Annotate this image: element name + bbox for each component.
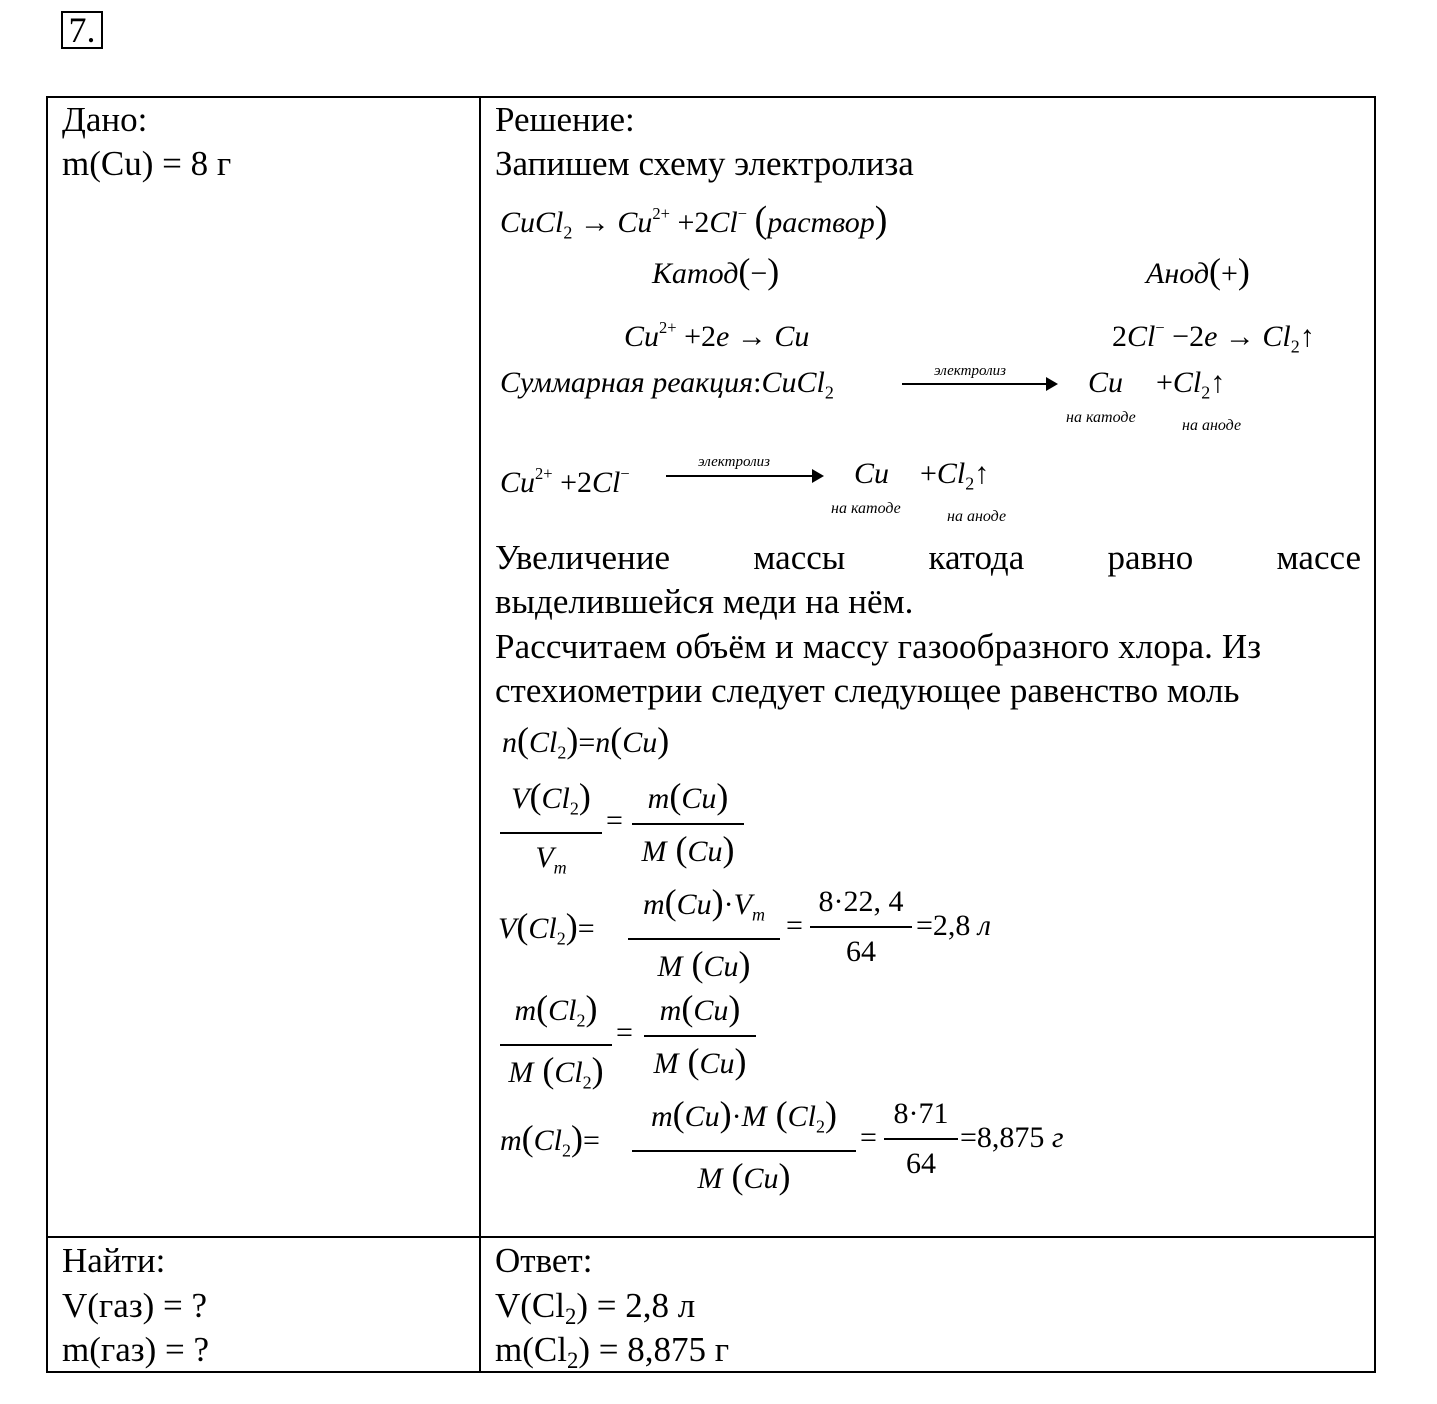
eq4-left-fraction: $m(Cl_2)$ M $(Cl_2)$ [500,988,612,1103]
anode-label: Анод(+) [1146,251,1250,291]
eq3-lhs: $V(Cl_2)=$ [498,906,595,949]
eq5-fraction-numbers: 8·71 64 [884,1094,958,1184]
eq5-result: =8,875 г [960,1121,1064,1154]
eq2-equals: = [606,804,623,837]
answer-mass-cl2: m(Cl2) = 8,875 г [495,1330,730,1373]
paragraph2-line2: стехиометрии следует следующее равенство моль [495,671,1240,710]
answer-volume-cl2: V(Cl2) = 2,8 л [495,1286,696,1329]
find-volume-gas: V(газ) = ? [62,1286,208,1325]
find-header: Найти: [62,1241,166,1280]
eq3-result: =2,8 л [916,909,992,942]
solution-header: Решение: [495,100,635,139]
problem-number: 7. [61,11,103,49]
table-border-top [46,96,1376,98]
eq3-fraction-formula: $m(Cu)\cdot V_m$ M (Cu) [628,882,780,987]
cathode-label: Катод(−) [652,251,780,291]
eq4-right-fraction: m(Cu) M (Cu) [644,988,756,1084]
eq2-left-fraction: $V(Cl_2)$ $V_m$ [500,776,602,888]
ionic-product-cu: Cu [854,457,890,490]
ionic-arrow-label: электролиз [698,454,770,470]
dissociation-equation: CuCl$_2$ → $Cu^{2+} +2Cl^-$ (раствор) [500,199,888,243]
eq2-right-fraction: m(Cu) M (Cu) [632,776,744,872]
summary-product-cu: Cu [1088,366,1124,399]
summary-arrow [902,383,1056,385]
anode-reaction: $2Cl^- -2e \to Cl_2↑$ [1112,318,1315,357]
table-column-divider [479,96,481,1373]
paragraph1-line2: выделившейся меди на нём. [495,582,914,621]
summary-anode-label: на аноде [1182,417,1242,434]
ionic-cathode-label: на катоде [831,500,901,517]
summary-cathode-label: на катоде [1066,409,1136,426]
ionic-product-cl2: $+Cl_2↑$ [920,457,990,494]
given-header: Дано: [62,100,148,139]
eq5-equals-2: = [860,1121,877,1154]
given-mass-cu: m(Cu) = 8 г [62,144,232,183]
summary-arrow-label: электролиз [934,363,1006,379]
paragraph1-line1: Увеличение массы катода равно массе [495,538,1361,577]
table-row-divider [46,1236,1376,1238]
summary-reaction-label: Суммарная реакция:CuCl$_2$ [500,366,834,403]
table-border-left [46,96,48,1373]
equation-mole-equality: $n(Cl_2)=n(Cu)$ [502,720,670,763]
eq3-equals-2: = [786,909,803,942]
ionic-arrow [666,475,822,477]
eq5-lhs: $m(Cl_2)=$ [500,1118,600,1161]
cathode-reaction: $Cu^{2+} +2e \to Cu$ [624,318,810,354]
find-mass-gas: m(газ) = ? [62,1330,210,1369]
paragraph2-line1: Рассчитаем объём и массу газообразного хлора. Из [495,627,1262,666]
eq4-equals: = [616,1016,633,1049]
ionic-anode-label: на аноде [947,508,1007,525]
table-border-right [1374,96,1376,1373]
ionic-reaction-reactants: $Cu^{2+} +2Cl^-$ [500,464,630,500]
answer-header: Ответ: [495,1241,593,1280]
eq5-fraction-formula: m(Cu)·M $(Cl_2)$ M (Cu) [632,1094,856,1199]
eq3-fraction-numbers: 8·22, 4 64 [810,882,912,972]
solution-intro: Запишем схему электролиза [495,144,914,183]
summary-product-cl2: $+Cl_2↑$ [1156,366,1226,403]
